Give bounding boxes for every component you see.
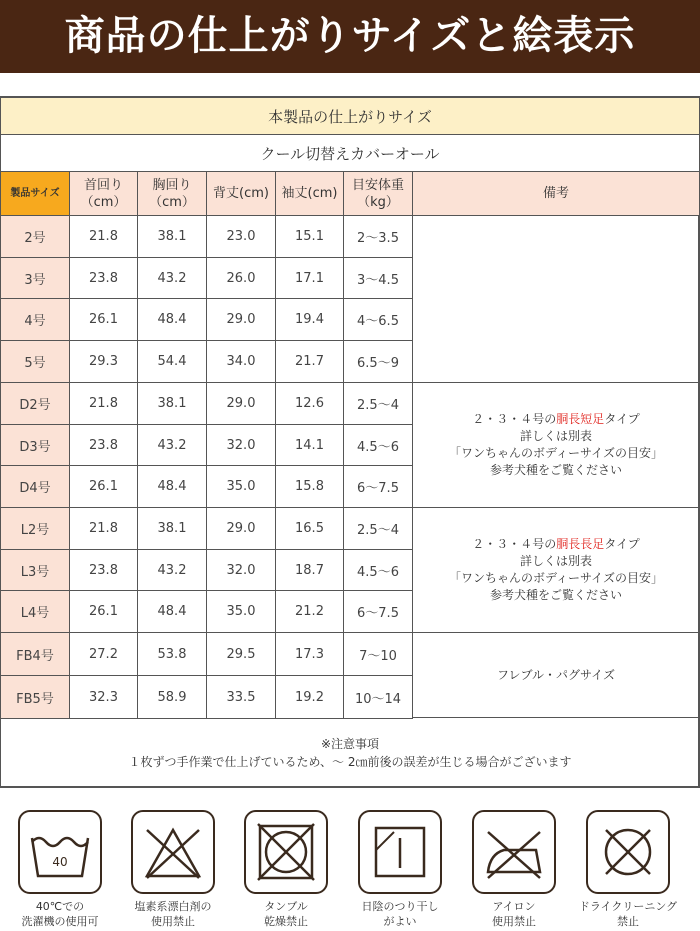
note-d-line3: 「ワンちゃんのボディーサイズの目安」	[448, 446, 664, 460]
header-neck-label: 首回り	[83, 177, 123, 193]
table-row	[1, 676, 413, 719]
table-row	[1, 216, 413, 258]
cell-neck: 26.1	[70, 466, 138, 507]
product-name-row	[1, 135, 699, 172]
cell-neck: 23.8	[70, 550, 138, 590]
cell-back: 29.0	[207, 508, 276, 549]
cell-chest: 38.1	[138, 383, 207, 424]
page-title: 商品の仕上がりサイズと絵表示	[64, 13, 636, 59]
note-d-type	[413, 383, 699, 508]
header-chest	[138, 172, 207, 215]
cell-chest: 53.8	[138, 633, 207, 675]
cell-back: 32.0	[207, 425, 276, 465]
caution-notice	[1, 719, 699, 787]
note-d-highlight: 胴長短足	[556, 412, 605, 426]
header-neck-unit: （cm）	[80, 194, 127, 210]
cell-size: D2号	[1, 383, 70, 424]
cell-sleeve: 15.1	[276, 216, 344, 257]
header-weight	[344, 172, 413, 215]
note-d-line2: 詳しくは別表	[519, 429, 592, 443]
table-caption: 本製品の仕上がりサイズ	[268, 107, 432, 126]
cell-weight: 6〜7.5	[344, 466, 413, 507]
note-l-highlight: 胴長長足	[556, 537, 605, 551]
cell-weight: 6〜7.5	[344, 591, 413, 632]
cell-sleeve: 19.2	[276, 676, 344, 718]
cell-sleeve: 21.7	[276, 341, 344, 382]
cell-size: 3号	[1, 258, 70, 298]
cell-weight: 2.5〜4	[344, 383, 413, 424]
note-d-line4: 参考犬種をご覧ください	[489, 463, 622, 477]
cell-back: 29.0	[207, 299, 276, 340]
header-size: 製品サイズ	[1, 172, 70, 215]
product-name: クール切替えカバーオール	[260, 144, 440, 163]
cell-weight: 10〜14	[344, 676, 413, 718]
cell-back: 29.5	[207, 633, 276, 675]
cell-neck: 26.1	[70, 591, 138, 632]
header-neck	[70, 172, 138, 215]
cell-size: 4号	[1, 299, 70, 340]
cell-neck: 21.8	[70, 383, 138, 424]
table-row	[1, 341, 413, 383]
cell-weight: 4.5〜6	[344, 550, 413, 590]
cell-back: 32.0	[207, 550, 276, 590]
header-back: 背丈(cm)	[207, 172, 276, 215]
page-banner	[0, 0, 700, 73]
cell-weight: 4〜6.5	[344, 299, 413, 340]
table-row	[1, 550, 413, 591]
cell-sleeve: 16.5	[276, 508, 344, 549]
cell-back: 33.5	[207, 676, 276, 718]
cell-size: FB4号	[1, 633, 70, 675]
header-chest-label: 胸回り	[152, 177, 192, 193]
cell-chest: 48.4	[138, 299, 207, 340]
note-standard	[413, 216, 699, 383]
table-row	[1, 258, 413, 299]
cell-sleeve: 21.2	[276, 591, 344, 632]
care-label-dryclean: ドライクリーニング 禁止	[578, 900, 678, 928]
cell-back: 29.0	[207, 383, 276, 424]
table-row	[1, 299, 413, 341]
cell-back: 35.0	[207, 591, 276, 632]
table-row	[1, 425, 413, 466]
cell-size: D3号	[1, 425, 70, 465]
cell-chest: 43.2	[138, 425, 207, 465]
cell-sleeve: 12.6	[276, 383, 344, 424]
table-row	[1, 383, 413, 425]
care-label-dry: 日陰のつり干し がよい	[361, 900, 439, 928]
shade-line-dry-icon	[358, 810, 442, 894]
cell-back: 23.0	[207, 216, 276, 257]
cell-chest: 43.2	[138, 258, 207, 298]
cell-sleeve: 17.1	[276, 258, 344, 298]
cell-size: L2号	[1, 508, 70, 549]
washing-machine-40-icon	[18, 810, 102, 894]
cell-size: FB5号	[1, 676, 70, 718]
cell-neck: 27.2	[70, 633, 138, 675]
header-note: 備考	[413, 172, 699, 215]
header-row	[1, 172, 699, 216]
cell-neck: 21.8	[70, 508, 138, 549]
note-fb-type: フレブル・パグサイズ	[413, 633, 699, 718]
header-weight-unit: （kg）	[357, 194, 399, 210]
cell-sleeve: 18.7	[276, 550, 344, 590]
size-table	[0, 96, 700, 788]
table-row	[1, 466, 413, 508]
cell-weight: 2.5〜4	[344, 508, 413, 549]
cell-neck: 32.3	[70, 676, 138, 718]
cell-chest: 43.2	[138, 550, 207, 590]
cell-back: 26.0	[207, 258, 276, 298]
note-l-type	[413, 508, 699, 633]
no-bleach-icon	[131, 810, 215, 894]
note-l-line4: 参考犬種をご覧ください	[489, 588, 622, 602]
cell-sleeve: 15.8	[276, 466, 344, 507]
note-l-line3: 「ワンちゃんのボディーサイズの目安」	[448, 571, 664, 585]
cell-neck: 29.3	[70, 341, 138, 382]
cell-size: 2号	[1, 216, 70, 257]
note-d-line1: ２・３・４号の胴長短足タイプ	[472, 412, 640, 426]
table-caption-row	[1, 98, 699, 135]
cell-neck: 23.8	[70, 258, 138, 298]
cell-size: 5号	[1, 341, 70, 382]
cell-chest: 48.4	[138, 591, 207, 632]
table-row	[1, 508, 413, 550]
note-l-line1: ２・３・４号の胴長長足タイプ	[472, 537, 640, 551]
cell-weight: 3〜4.5	[344, 258, 413, 298]
table-row	[1, 633, 413, 676]
cell-sleeve: 17.3	[276, 633, 344, 675]
cell-weight: 4.5〜6	[344, 425, 413, 465]
cell-chest: 58.9	[138, 676, 207, 718]
cell-sleeve: 19.4	[276, 299, 344, 340]
care-label-wash: 40℃での 洗濯機の使用可	[21, 900, 99, 928]
cell-size: D4号	[1, 466, 70, 507]
cell-chest: 48.4	[138, 466, 207, 507]
no-dry-clean-icon	[586, 810, 670, 894]
cell-size: L3号	[1, 550, 70, 590]
no-tumble-dry-icon	[244, 810, 328, 894]
cell-neck: 23.8	[70, 425, 138, 465]
header-weight-label: 目安体重	[351, 177, 404, 193]
cell-chest: 54.4	[138, 341, 207, 382]
care-label-iron: アイロン 使用禁止	[492, 900, 536, 928]
no-iron-icon	[472, 810, 556, 894]
caution-text: １枚ずつ手作業で仕上げているため、～ 2㎝前後の誤差が生じる場合がございます	[128, 755, 572, 769]
table-row	[1, 591, 413, 633]
care-label-tumble: タンブル 乾燥禁止	[264, 900, 308, 928]
header-chest-unit: （cm）	[149, 194, 195, 210]
cell-neck: 26.1	[70, 299, 138, 340]
cell-chest: 38.1	[138, 508, 207, 549]
caution-title: ※注意事項	[320, 737, 380, 751]
cell-back: 34.0	[207, 341, 276, 382]
cell-weight: 7〜10	[344, 633, 413, 675]
cell-sleeve: 14.1	[276, 425, 344, 465]
note-l-line2: 詳しくは別表	[519, 554, 592, 568]
cell-back: 35.0	[207, 466, 276, 507]
cell-neck: 21.8	[70, 216, 138, 257]
care-label-bleach: 塩素系漂白剤の 使用禁止	[134, 900, 212, 928]
cell-size: L4号	[1, 591, 70, 632]
cell-chest: 38.1	[138, 216, 207, 257]
header-sleeve: 袖丈(cm)	[276, 172, 344, 215]
cell-weight: 6.5〜9	[344, 341, 413, 382]
cell-weight: 2〜3.5	[344, 216, 413, 257]
wash-temperature: 40	[52, 855, 68, 869]
